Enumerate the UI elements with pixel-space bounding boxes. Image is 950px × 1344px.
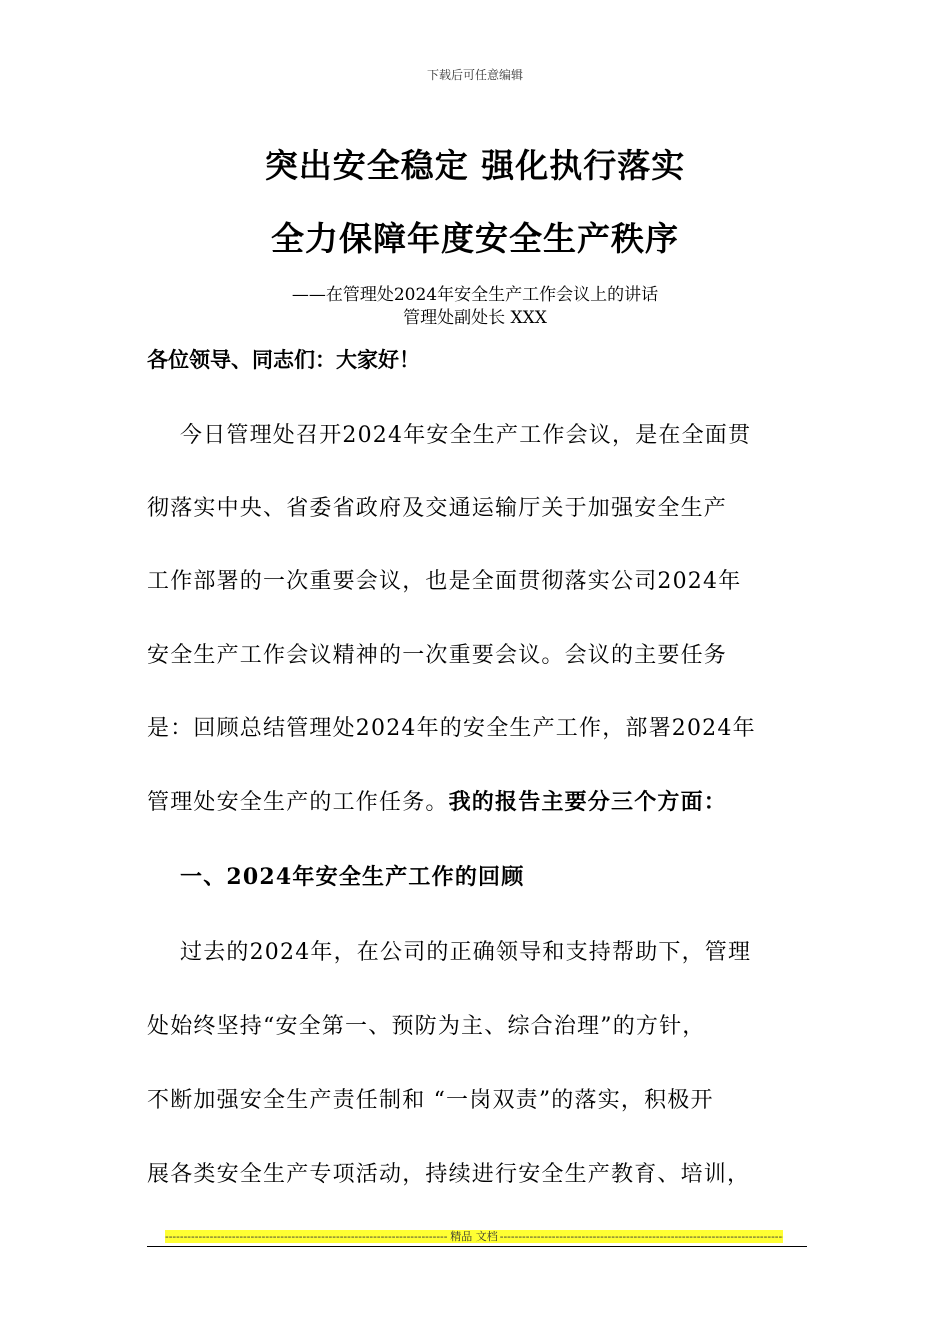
footer-divider [147, 1246, 807, 1247]
title-line-2: 全力保障年度安全生产秩序 [271, 219, 679, 258]
body-text: 管理处安全生产的工作任务。 [147, 790, 449, 815]
subtitle-author: 管理处副处长 XXX [403, 308, 547, 328]
footer-label: 精品 文档 [450, 1230, 498, 1243]
body-line: 过去的2024年，在公司的正确领导和支持帮助下，管理 [180, 940, 752, 965]
greeting: 各位领导、同志们：大家好！ [147, 347, 420, 372]
title-line-1: 突出安全稳定 强化执行落实 [264, 146, 686, 185]
body-line: 今日管理处召开2024年安全生产工作会议，是在全面贯 [180, 423, 752, 448]
body-line: 安全生产工作会议精神的一次重要会议。会议的主要任务 [147, 643, 728, 668]
body-line: 展各类安全生产专项活动，持续进行安全生产教育、培训， [147, 1162, 751, 1187]
footer-watermark [165, 1230, 783, 1243]
body-line: 不断加强安全生产责任制和 “一岗双责”的落实，积极开 [147, 1088, 714, 1113]
section-heading: 一、2024年安全生产工作的回顾 [180, 864, 525, 890]
body-line [147, 785, 807, 816]
report-outline-intro: 我的报告主要分三个方面： [448, 789, 728, 815]
body-line: 处始终坚持“安全第一、预防为主、综合治理”的方针， [147, 1014, 706, 1039]
subtitle-line-1: ——在管理处2024年安全生产工作会议上的讲话 [291, 285, 659, 305]
body-line: 彻落实中央、省委省政府及交通运输厅关于加强安全生产 [147, 496, 728, 521]
footer-dashes-left [165, 1230, 448, 1243]
body-line: 工作部署的一次重要会议，也是全面贯彻落实公司2024年 [147, 569, 742, 594]
header-note: 下载后可任意编辑 [426, 68, 523, 82]
footer-dashes-right [500, 1230, 783, 1243]
body-line: 是：回顾总结管理处2024年的安全生产工作，部署2024年 [147, 716, 756, 741]
